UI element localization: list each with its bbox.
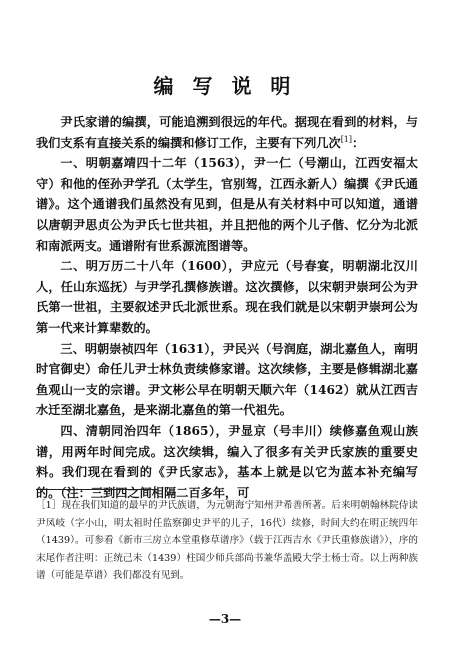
footnote-text: 现在我们知道的最早的尹氏族谱，为元朝海宁知州尹希善所著。后来明朝翰林院侍读尹凤岐（字小山，明太祖时任监察御史尹平的儿子，16代）续修，时间大约在明正统四年（1439）。可参看《新市三房立本堂重修草谱序》（载于江西吉水《尹氏重修族谱》），序的末尾作者注明：正统己未（1439）柱国少师兵部尚书兼华盖殿大学士杨士奇。以上两种族谱（可能是草谱）我们都没有见到。 (36, 500, 419, 582)
paragraph-intro (36, 112, 418, 153)
page-title: 编 写 说 明 (153, 74, 297, 98)
footnote-mark: ［1］ (36, 500, 62, 511)
page-number: —3— (208, 612, 242, 626)
body-text (36, 112, 418, 503)
paragraph-item-4: 四、清朝同治四年（1865），尹显京（号丰川）续修嘉鱼观山族谱，用两年时间完成。这次续辑，编入了很多有关尹氏家族的重要史料。我们现在看到的《尹氏家志》，基本上就是以它为蓝本补充编写的。（注：三到四之间相隔二百多年，可 (36, 423, 418, 500)
footnote-reference: [1] (340, 134, 353, 144)
paragraph-intro-text: 尹氏家谱的编撰，可能追溯到很远的年代。据现在看到的材料，与我们支系有直接关系的编撰和修订工作，主要有下列几次 (36, 115, 418, 150)
paragraph-item-2: 二、明万历二十八年（1600），尹应元（号春宴，明朝湖北汉川人，任山东巡抚）与尹学孔撰修族谱。这次撰修，以宋朝尹崇珂公为尹氏第一世祖，主要叙述尹氏北派世系。现在我们就是以宋朝尹崇珂公为第一代来计算辈数的。 (36, 259, 418, 335)
footnote (36, 497, 418, 585)
paragraph-item-3: 三、明朝崇祯四年（1631），尹民兴（号润庭，湖北嘉鱼人，南明时官御史）命任儿尹士林负责续修家谱。这次续修，主要是修辑湖北嘉鱼观山一支的宗谱。尹文彬公早在明朝天顺六年（1462）就从江西吉水迁至湖北嘉鱼，是来湖北嘉鱼的第一代祖先。 (36, 341, 418, 418)
paragraph-intro-end: ： (352, 135, 365, 150)
footnote-divider (36, 489, 156, 490)
paragraph-item-1: 一、明朝嘉靖四十二年（1563），尹一仁（号潮山，江西安福太守）和他的侄孙尹学孔（太学生，官别驾，江西永新人）编撰《尹氏通谱》。这个通谱我们虽然没有见到，但是从有关材料中可以知道，通谱以唐朝尹思贞公为尹氏七世共祖，并且把他的两个儿子偕、忆分为北派和南派两支。通谱附有世系源流图谱等。 (36, 156, 418, 253)
